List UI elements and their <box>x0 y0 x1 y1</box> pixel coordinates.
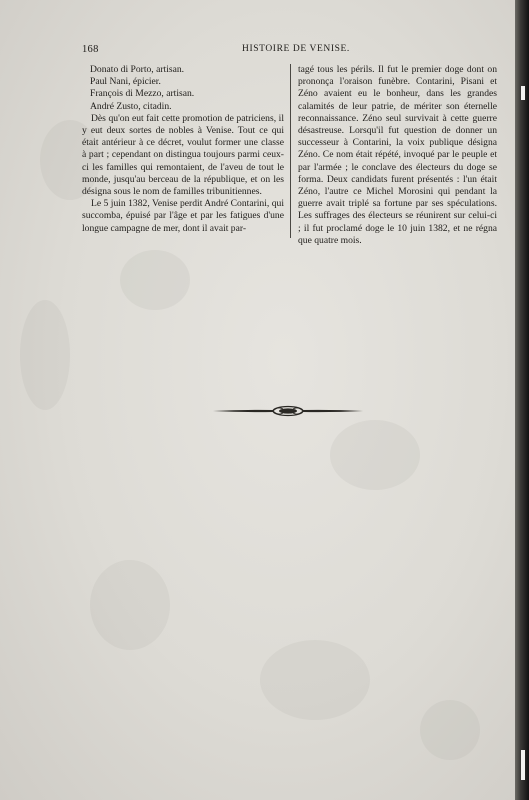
page-number: 168 <box>82 44 99 55</box>
running-head <box>82 44 497 58</box>
paper-stain <box>260 640 370 720</box>
paper-stain <box>120 250 190 310</box>
fleuron-ornament <box>213 404 363 418</box>
paragraph-doge-succession: tagé tous les périls. Il fut le premier doge dont on prononça l'oraison funèbre. Contarini, Pisani et Zéno avaient eu le bonheur, dans les grandes calamités de leur patrie, de mériter son éternelle reconnaissance. Zéno seul survivait à cette guerre désastreuse. Lorsqu'il fut question de donner un successeur à Contarini, la voix publique désigna Zéno. Ce nom était répété, invoqué par le peuple et par l'armée ; le conclave des électeurs du doge se forma. Deux candidats furent présentés : l'un était Zéno, l'autre ce Michel Morosini qui pendant la guerre avait triplé sa fortune par ses spéculations. Les suffrages des électeurs se réunirent sur celui-ci ; il fut proclamé doge le 10 juin 1382, et ne régna que quatre mois. <box>298 64 497 246</box>
paper-stain <box>90 560 170 650</box>
list-item: Paul Nani, épicier. <box>90 76 161 88</box>
paper-stain <box>20 300 70 410</box>
edge-mark <box>521 86 525 100</box>
right-column <box>298 64 497 247</box>
column-divider <box>290 64 291 238</box>
paper-stain <box>420 700 480 760</box>
left-column <box>82 64 284 235</box>
list-item: Donato di Porto, artisan. <box>90 64 185 75</box>
paragraph-patriciens: Dès qu'on eut fait cette promotion de patriciens, il y eut deux sortes de nobles à Venise. Tout ce qui était antérieur à ce décret, voulut former une classe à part ; cependant on distingua toujours parmi ceux-ci les familles qui remontaient, de l'aveu de tout le monde, jusqu'au berceau de la république, et on les désigna sous le nom de familles tribunitiennes. <box>82 112 284 198</box>
list-item: André Zusto, citadin. <box>90 100 172 112</box>
list-item: François di Mezzo, artisan. <box>90 88 195 100</box>
page-edge <box>515 0 529 800</box>
paragraph-contarini: Le 5 juin 1382, Venise perdit André Contarini, qui succomba, épuisé par l'âge et par les fatigues d'une longue campagne de mer, dont il avait par- <box>82 198 284 234</box>
edge-mark <box>521 750 525 780</box>
book-title: HISTOIRE DE VENISE. <box>242 44 350 54</box>
paper-stain <box>330 420 420 490</box>
